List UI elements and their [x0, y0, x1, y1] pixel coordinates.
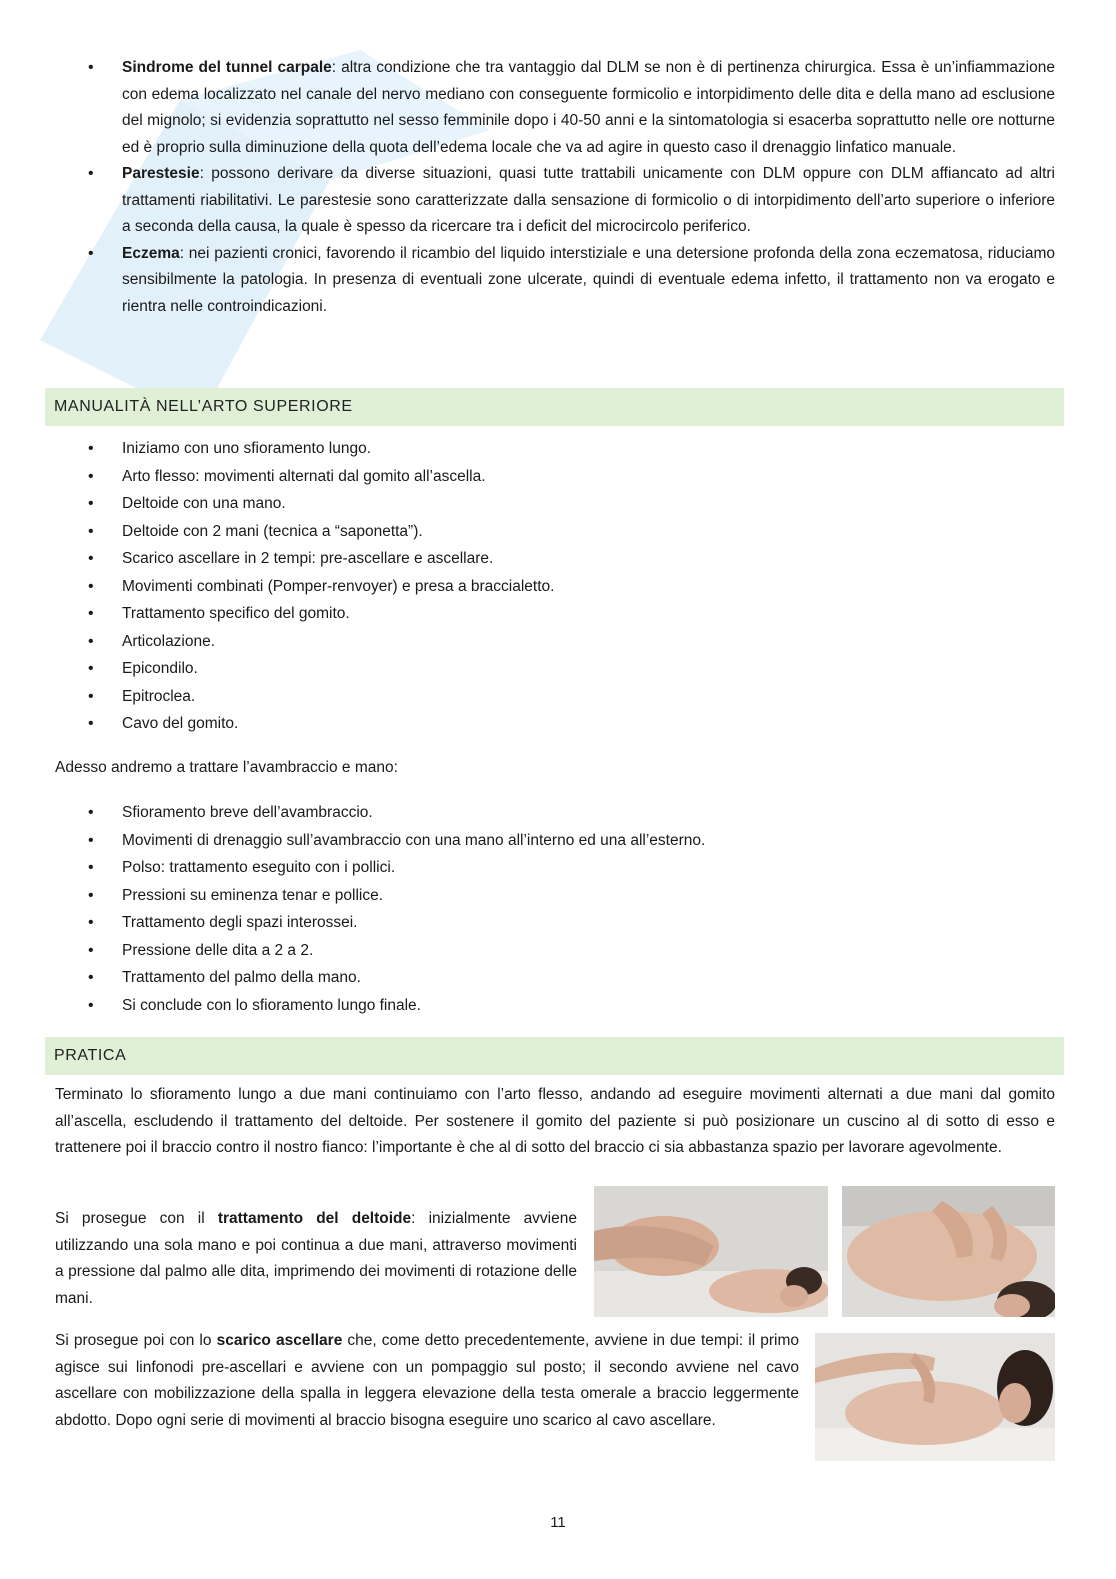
arto-superiore-list — [55, 435, 1055, 738]
list-item: • Movimenti combinati (Pomper-renvoyer) e presa a braccialetto. — [55, 573, 1055, 601]
list-item: • Sfioramento breve dell’avambraccio. — [55, 799, 1055, 827]
list-item: • Si conclude con lo sfioramento lungo finale. — [55, 992, 1055, 1020]
photo-deltoide-two-hands — [842, 1186, 1055, 1317]
conditions-list — [55, 55, 1055, 320]
list-item: • Trattamento degli spazi interossei. — [55, 909, 1055, 937]
page-number: 11 — [550, 1514, 566, 1531]
avambraccio-list — [55, 799, 1055, 1019]
list-item: • Eczema: nei pazienti cronici, favorendo il ricambio del liquido interstiziale e una detersione profonda della zona eczematosa, riduciamo sensibilmente la patologia. In presenza di eventuali zone ulcerate, quindi di eventuale edema infetto, il trattamento non va erogato e rientra nelle controindicazioni. — [55, 241, 1055, 321]
scarico-paragraph: Si prosegue poi con lo scarico ascellare che, come detto precedentemente, avviene in due tempi: il primo agisce sui linfonodi pre-ascellari e avviene con un pompaggio sul posto; il secondo avviene nel cavo ascellare con mobilizzazione della spalla in leggera elevazione della testa omerale a braccio leggermente abdotto. Dopo ogni serie di movimenti al braccio bisogna eseguire uno scarico al cavo ascellare. — [55, 1332, 800, 1429]
list-item: • Pressioni su eminenza tenar e pollice. — [55, 882, 1055, 910]
list-item: • Cavo del gomito. — [55, 710, 1055, 738]
list-item: • Arto flesso: movimenti alternati dal gomito all’ascella. — [55, 463, 1055, 491]
list-item: • Deltoide con 2 mani (tecnica a “saponetta”). — [55, 518, 1055, 546]
list-item: • Trattamento specifico del gomito. — [55, 600, 1055, 628]
deltoide-paragraph: Si prosegue con il trattamento del deltoide: inizialmente avviene utilizzando una sola mano e poi continua a due mani, attraverso movimenti a pressione dal palmo alle dita, imprimendo dei movimenti di rotazione delle mani. — [55, 1210, 577, 1307]
list-item: • Movimenti di drenaggio sull’avambraccio con una mano all’interno ed una all’esterno. — [55, 827, 1055, 855]
list-item: • Epicondilo. — [55, 655, 1055, 683]
list-item: • Sindrome del tunnel carpale: altra condizione che tra vantaggio dal DLM se non è di pertinenza chirurgica. Essa è un’infiammazione con edema localizzato nel canale del nervo mediano con conseguente formicolio e intorpidimento delle dita e della mano ad esclusione del mignolo; si evidenzia soprattutto nel sesso femminile dopo i 40-50 anni e la sintomatologia si esacerba soprattutto nelle ore notturne ed è proprio sulla diminuzione della quota dell’edema locale che va ad agire in questo caso il drenaggio linfatico manuale. — [55, 55, 1055, 161]
list-item: • Articolazione. — [55, 628, 1055, 656]
list-item: • Trattamento del palmo della mano. — [55, 964, 1055, 992]
photo-deltoide-one-hand — [594, 1186, 828, 1317]
list-item: • Polso: trattamento eseguito con i pollici. — [55, 854, 1055, 882]
list-item: • Deltoide con una mano. — [55, 490, 1055, 518]
list-item: • Epitroclea. — [55, 683, 1055, 711]
list-item: • Scarico ascellare in 2 tempi: pre-ascellare e ascellare. — [55, 545, 1055, 573]
pratica-paragraph: Terminato lo sfioramento lungo a due mani continuiamo con l’arto flesso, andando ad eseguire movimenti alternati a due mani dal gomito all’ascella, escludendo il trattamento del deltoide. Per sostenere il gomito del paziente si può posizionare un cuscino al di sotto di esso e trattenere poi il braccio contro il nostro fianco: l’importante è che al di sotto del braccio ci sia abbastanza spazio per lavorare agevolmente. — [55, 1086, 1055, 1156]
list-item: • Pressione delle dita a 2 a 2. — [55, 937, 1055, 965]
section-heading-manualita: MANUALITÀ NELL’ARTO SUPERIORE — [45, 388, 1064, 426]
section-heading-pratica: PRATICA — [45, 1037, 1064, 1075]
list-item: • Parestesie: possono derivare da diverse situazioni, quasi tutte trattabili unicamente con DLM oppure con DLM affiancato ad altri trattamenti riabilitativi. Le parestesie sono caratterizzate dalla sensazione di formicolio o di intorpidimento dell’arto superiore o inferiore a seconda della causa, la quale è spesso da ricercare tra i deficit del microcircolo periferico. — [55, 161, 1055, 241]
avambraccio-intro: Adesso andremo a trattare l’avambraccio e mano: — [55, 759, 398, 776]
photo-scarico-ascellare — [815, 1333, 1055, 1461]
list-item: • Iniziamo con uno sfioramento lungo. — [55, 435, 1055, 463]
